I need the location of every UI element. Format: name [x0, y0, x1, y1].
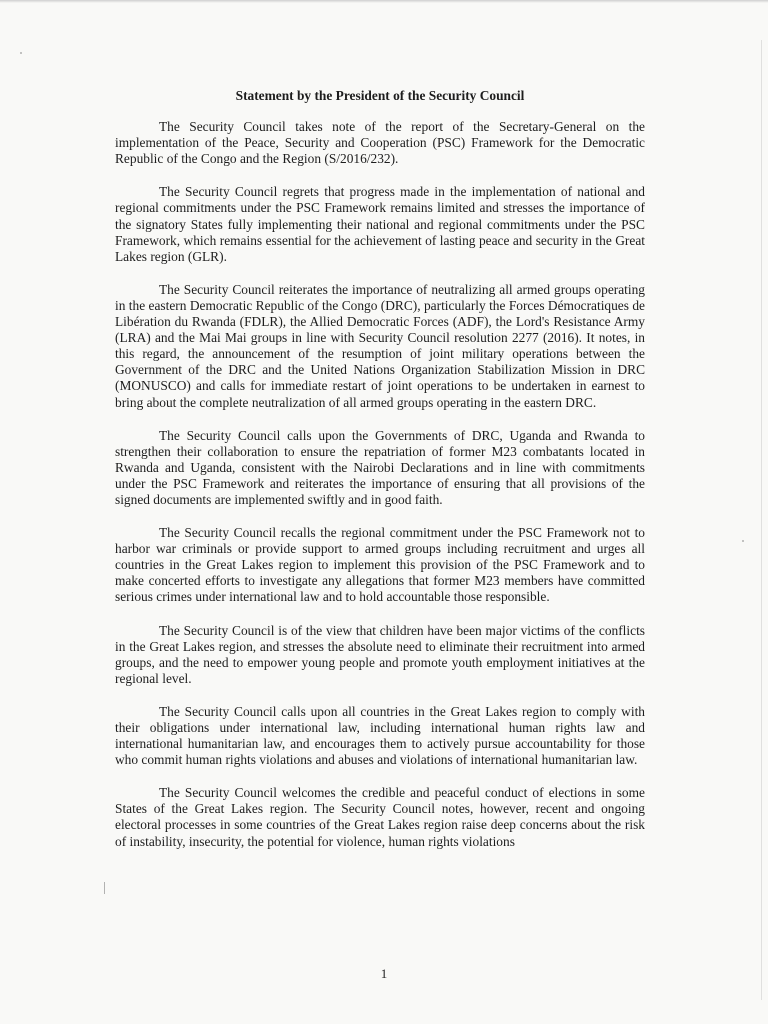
- paragraph: The Security Council regrets that progress made in the implementation of national and regional commitments under the PSC Framework remains limited and stresses the importance of the signatory States fully implementing their national and regional commitments under the PSC Framework, which remains essential for the achievement of lasting peace and security in the Great Lakes region (GLR).: [115, 184, 645, 264]
- scan-top-edge: [0, 0, 768, 3]
- scan-right-edge: [761, 40, 762, 1000]
- paragraph: The Security Council calls upon the Governments of DRC, Uganda and Rwanda to strengthen their collaboration to ensure the repatriation of former M23 combatants located in Rwanda and Uganda, consistent with the Nairobi Declarations and in line with commitments under the PSC Framework and reiterates the importance of ensuring that all provisions of the signed documents are implemented swiftly and in good faith.: [115, 427, 645, 507]
- paragraph: The Security Council welcomes the credible and peaceful conduct of elections in some States of the Great Lakes region. The Security Council notes, however, recent and ongoing electoral processes in some countries of the Great Lakes region raise deep concerns about the risk of instability, insecurity, the potential for violence, human rights violations: [115, 785, 645, 849]
- page-number: 1: [380, 966, 388, 981]
- paragraph: The Security Council reiterates the importance of neutralizing all armed groups operating in the eastern Democratic Republic of the Congo (DRC), particularly the Forces Démocratiques de Libération du Rwanda (FDLR), the Allied Democratic Forces (ADF), the Lord's Resistance Army (LRA) and the Mai Mai groups in line with Security Council resolution 2277 (2016). It notes, in this regard, the announcement of the resumption of joint military operations between the Government of the DRC and the United Nations Organization Stabilization Mission in DRC (MONUSCO) and calls for immediate restart of joint operations to be undertaken in earnest to bring about the complete neutralization of all armed groups operating in the eastern DRC.: [115, 281, 645, 410]
- scan-speck: [742, 540, 744, 542]
- paragraph: The Security Council is of the view that children have been major victims of the conflicts in the Great Lakes region, and stresses the absolute need to eliminate their recruitment into armed groups, and the need to empower young people and promote youth employment initiatives at the regional level.: [115, 622, 645, 686]
- paragraph: The Security Council recalls the regional commitment under the PSC Framework not to harbor war criminals or provide support to armed groups including recruitment and urges all countries in the Great Lakes region to implement this provision of the PSC Framework and to make concerted efforts to investigate any allegations that former M23 members have committed serious crimes under international law and to hold accountable those responsible.: [115, 525, 645, 605]
- document-body: [115, 88, 645, 867]
- scan-speck: [104, 882, 105, 894]
- paragraph: The Security Council takes note of the report of the Secretary-General on the implementation of the Peace, Security and Cooperation (PSC) Framework for the Democratic Republic of the Congo and the Region (S/2016/232).: [115, 119, 645, 167]
- document-title: Statement by the President of the Security Council: [235, 88, 525, 103]
- scan-speck: [20, 52, 22, 54]
- paragraph: The Security Council calls upon all countries in the Great Lakes region to comply with their obligations under international law, including international human rights law and international humanitarian law, and encourages them to actively pursue accountability for those who commit human rights violations and abuses and violations of international humanitarian law.: [115, 703, 645, 768]
